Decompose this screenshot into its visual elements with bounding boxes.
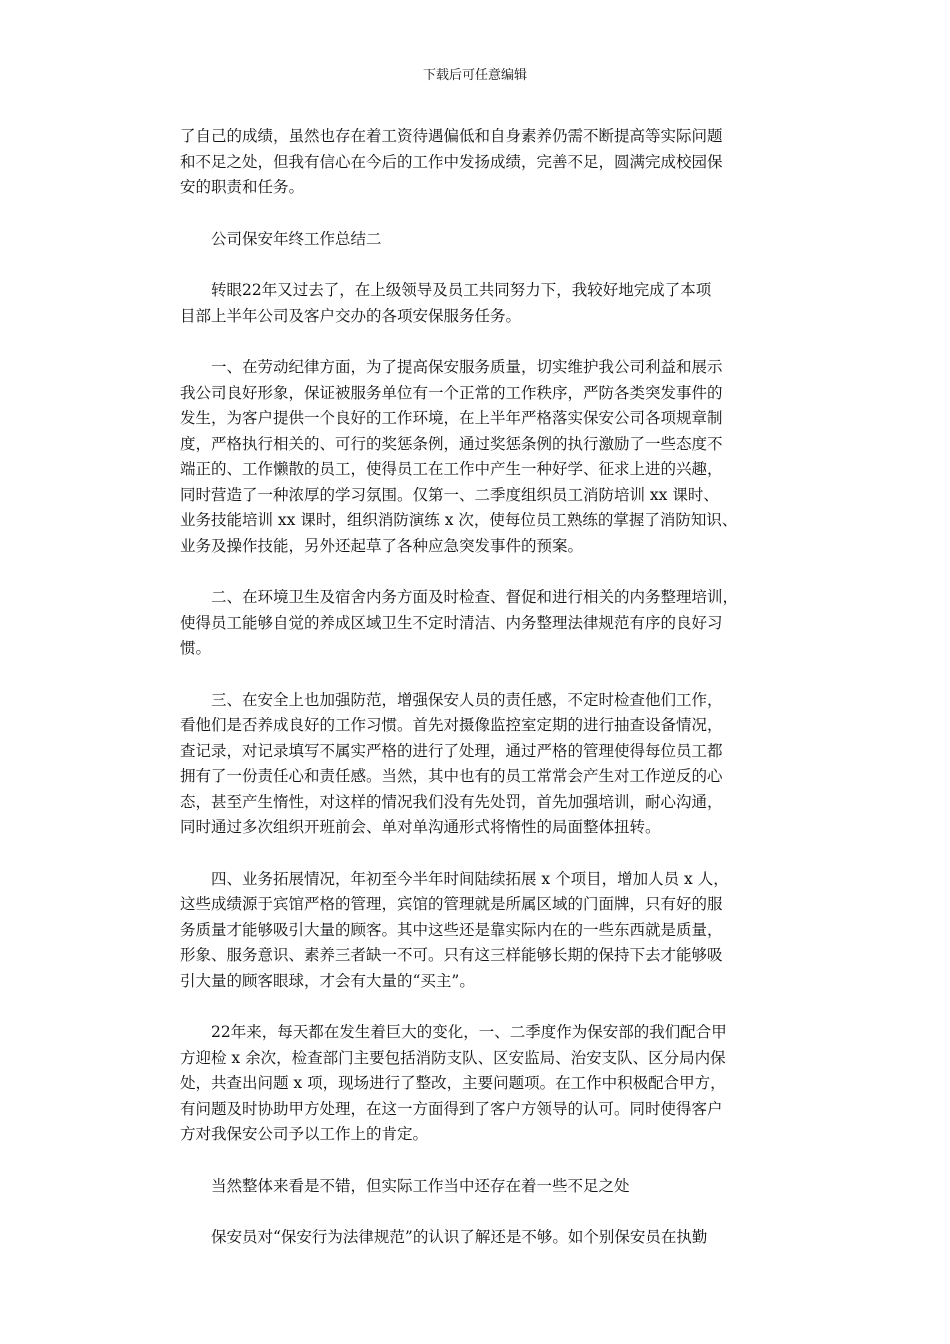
section-heading: 公司保安年终工作总结二 [211, 229, 382, 248]
page-header-note: 下载后可任意编辑 [422, 68, 527, 83]
paragraph-environment-hygiene: 二、在环境卫生及宿舍内务方面及时检查、督促和进行相关的内务整理培训， 使得员工能够自觉的养成区域卫生不定时清洁、内务整理法律规范有序的良好习 惯。 [180, 588, 739, 657]
paragraph-shortcomings-intro: 当然整体来看是不错，但实际工作当中还存在着一些不足之处 [211, 1176, 630, 1195]
document-body [180, 124, 780, 1277]
paragraph-continuation: 了自己的成绩，虽然也存在着工资待遇偏低和自身素养仍需不断提高等实际问题 和不足之处，但我有信心在今后的工作中发扬成绩，完善不足，圆满完成校园保 安的职责和任务。 [180, 127, 723, 196]
paragraph-shortcomings: 保安员对“保安行为法律规范”的认识了解还是不够。如个别保安员在执勤 [211, 1228, 708, 1246]
paragraph-labor-discipline: 一、在劳动纪律方面，为了提高保安服务质量，切实维护我公司利益和展示 我公司良好形象，保证被服务单位有一个正常的工作秩序，严防各类突发事件的 发生，为客户提供一个良好的工作环境，在上半年严格落实保安公司各项规章制 度，严格执行相关的、可行的奖惩条例，通过奖惩条例的执行激励了一些态度不 端正的、工作懒散的员工，使得员工在工作中产生一种好学、征求上进的兴趣， 同时营造了一种浓厚的学习氛围。仅第一、二季度组织员工消防培训 xx 课时、 业务技能培训 xx 课时，组织消防演练 x 次，使每位员工熟练的掌握了消防知识、 业务及操作技能，另外还起草了各种应急突发事件的预案。 [180, 358, 738, 555]
paragraph-intro: 转眼22年又过去了，在上级领导及员工共同努力下，我较好地完成了本项 目部上半年公司及客户交办的各项安保服务任务。 [180, 281, 712, 325]
paragraph-inspections: 22年来，每天都在发生着巨大的变化，一、二季度作为保安部的我们配合甲 方迎检 x 余次，检查部门主要包括消防支队、区安监局、治安支队、区分局内保 处，共查出问题 x 项，现场进行了整改，主要问题项。在工作中积极配合甲方， 有问题及时协助甲方处理，在这一方面得到了客户方领导的认可。同时使得客户 方对我保安公司予以工作上的肯定。 [180, 1023, 727, 1143]
paragraph-safety: 三、在安全上也加强防范，增强保安人员的责任感，不定时检查他们工作， 看他们是否养成良好的工作习惯。首先对摄像监控室定期的进行抽查设备情况， 查记录，对记录填写不属实严格的进行了处理，通过严格的管理使得每位员工都 拥有了一份责任心和责任感。当然，其中也有的员工常常会产生对工作逆反的心 态，甚至产生惰性，对这样的情况我们没有先处罚，首先加强培训，耐心沟通， 同时通过多次组织开班前会、单对单沟通形式将惰性的局面整体扭转。 [180, 690, 723, 836]
paragraph-business-expansion: 四、业务拓展情况，年初至今半年时间陆续拓展 x 个项目，增加人员 x 人， 这些成绩源于宾馆严格的管理，宾馆的管理就是所属区域的门面牌，只有好的服 务质量才能够吸引大量的顾客。其中这些还是靠实际内在的一些东西就是质量， 形象、服务意识、素养三者缺一不可。只有这三样能够长期的保持下去才能够吸 引大量的顾客眼球，才会有大量的“买主”。 [180, 869, 729, 990]
